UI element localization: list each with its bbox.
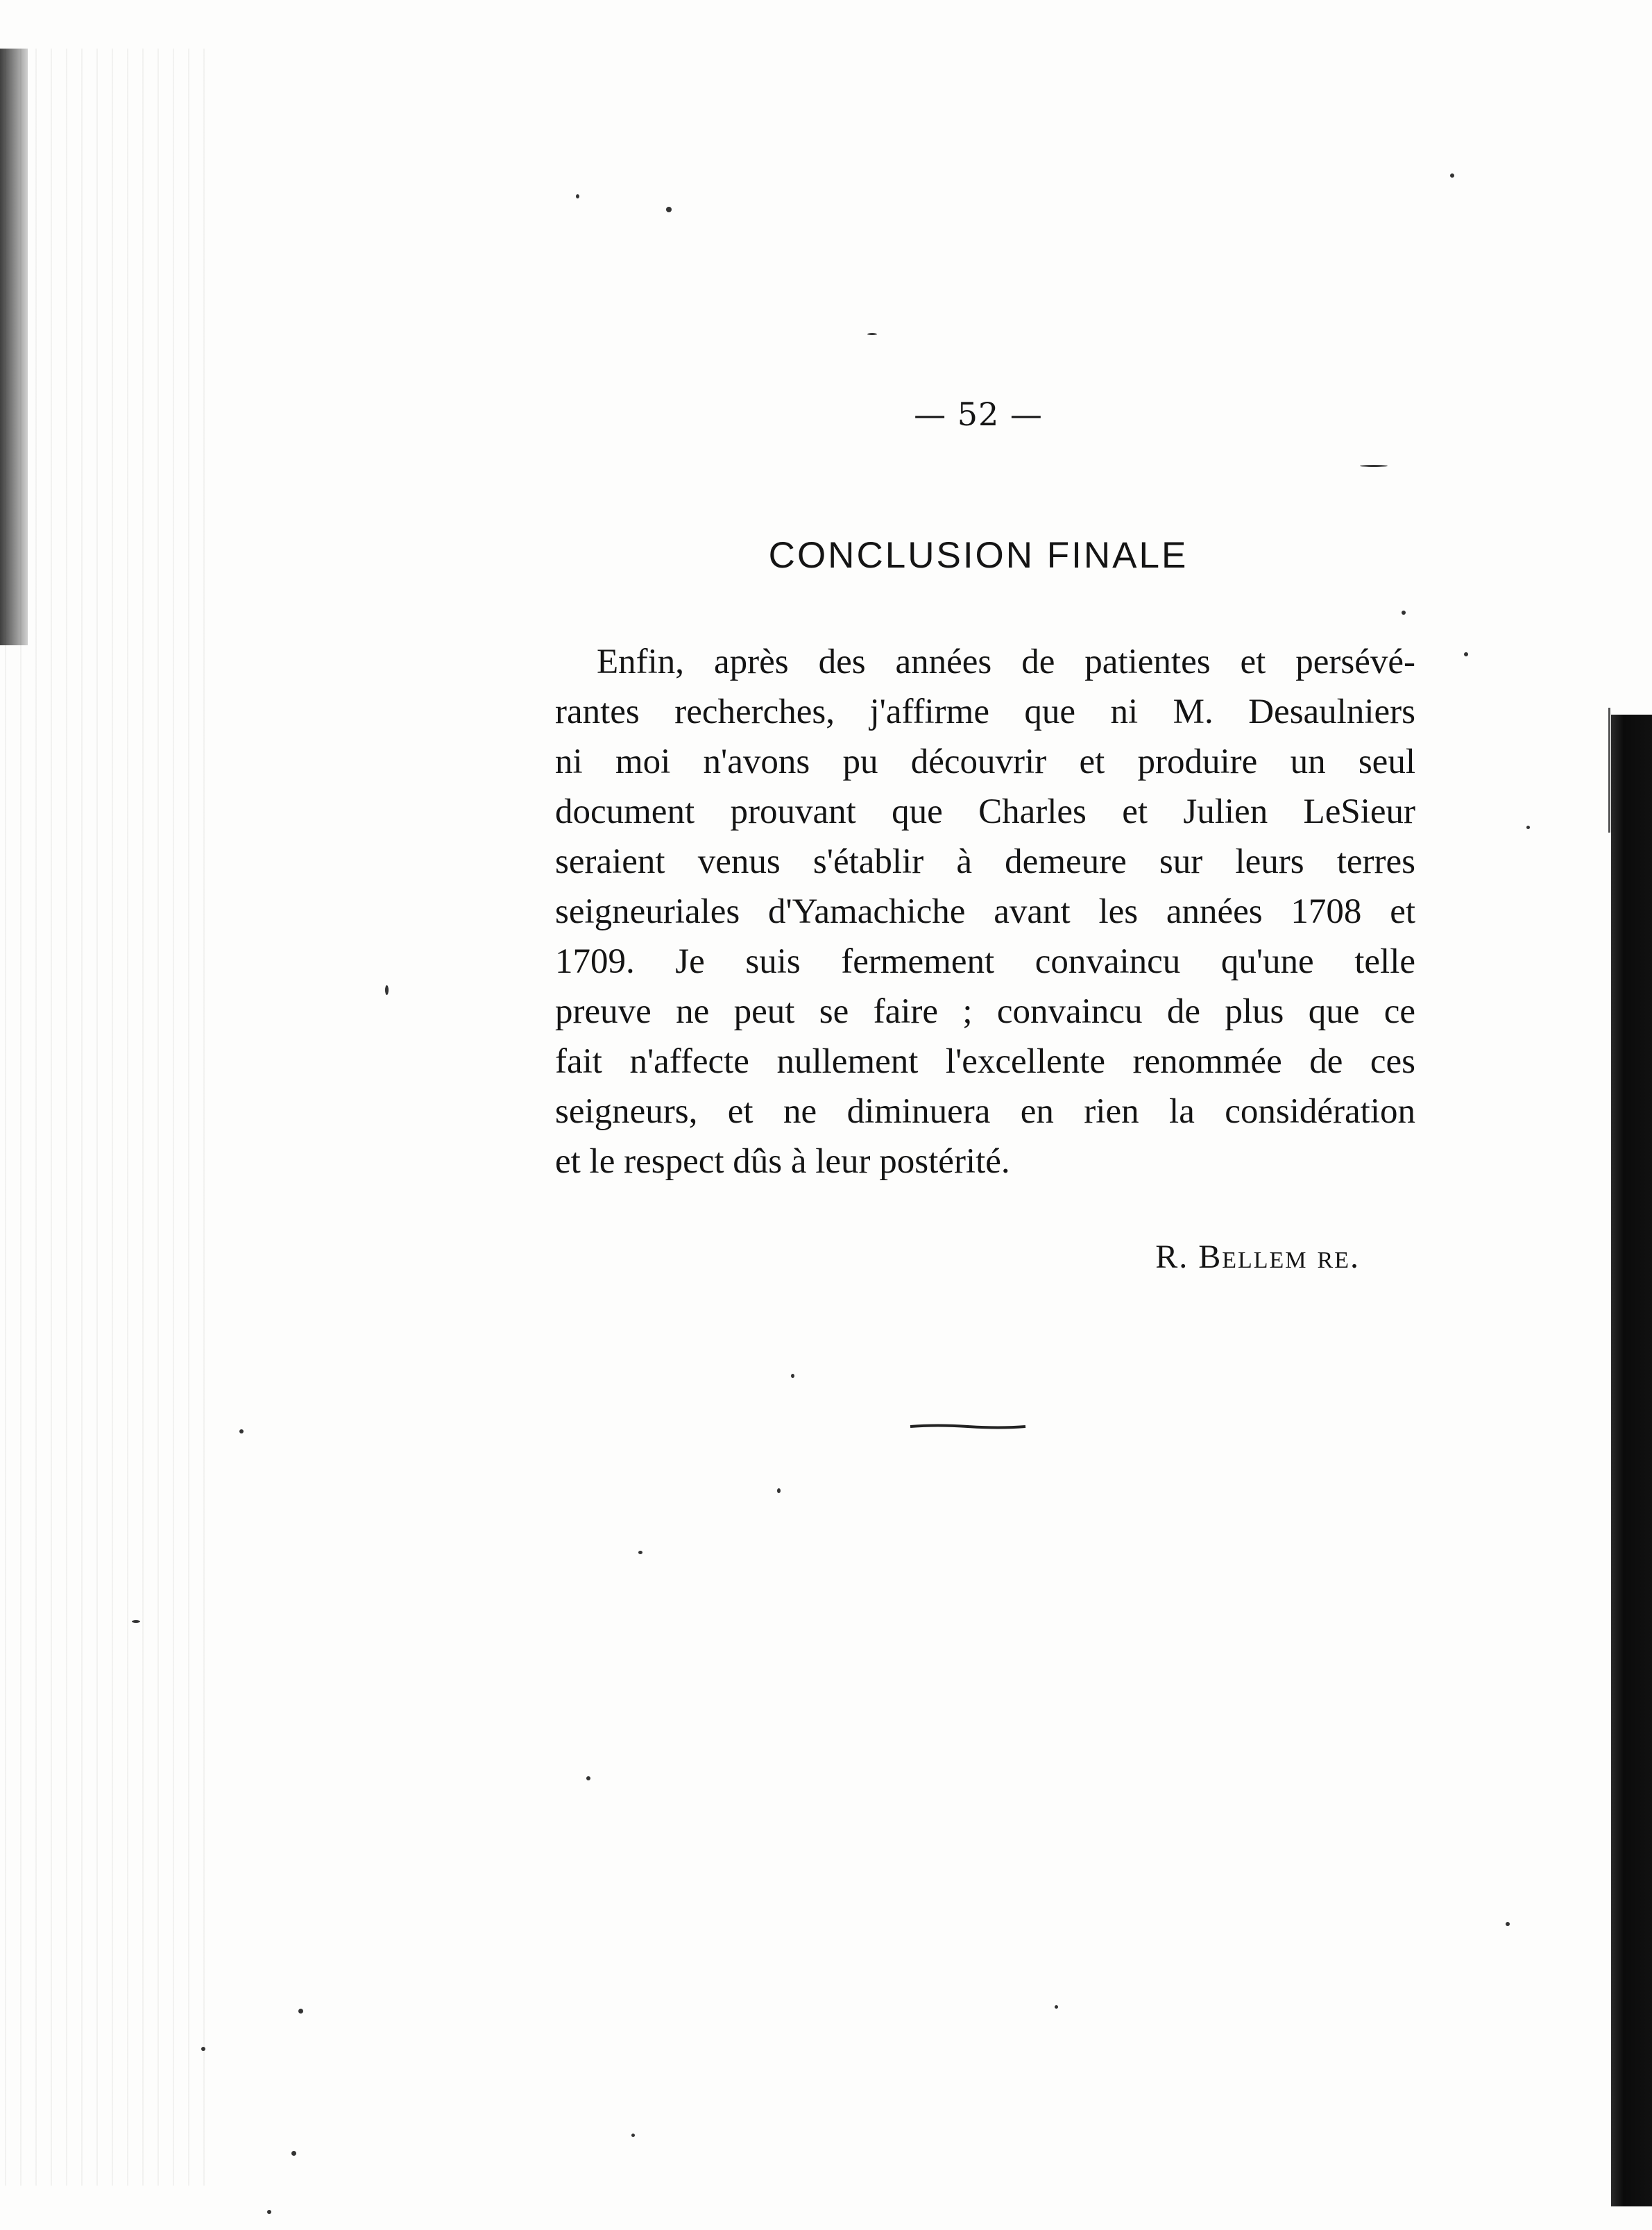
paragraph-line: rantes recherches, j'affirme que ni M. Desaulniers: [555, 692, 1415, 731]
scan-speck: [291, 2151, 296, 2156]
scan-speck: [201, 2047, 205, 2051]
paragraph-line: et le respect dûs à leur postérité.: [555, 1142, 1010, 1181]
scan-speck: [638, 1551, 642, 1554]
scan-speck: [576, 194, 579, 198]
scan-speck: [267, 2210, 271, 2214]
scan-speck: [631, 2134, 635, 2137]
scan-speck: [1055, 2005, 1058, 2009]
page-number: — 52 —: [914, 395, 1043, 433]
section-title: CONCLUSION FINALE: [768, 535, 1189, 576]
scan-speck: [791, 1374, 794, 1378]
right-edge-border: [1611, 715, 1652, 2206]
right-edge-line: [1608, 708, 1610, 833]
scan-speck: [586, 1776, 590, 1780]
paragraph-line: 1709. Je suis fermement convaincu qu'une telle: [555, 942, 1415, 981]
scan-speck: [1402, 611, 1406, 615]
paragraph-line: seraient venus s'établir à demeure sur leurs terres: [555, 842, 1415, 881]
scan-speck: [1464, 652, 1468, 656]
conclusion-paragraph: [555, 637, 1415, 1186]
binding-edge-dark-strip: [0, 49, 28, 645]
scan-speck: [239, 1429, 244, 1433]
paragraph-line: preuve ne peut se faire ; convaincu de plus que ce: [555, 992, 1415, 1031]
scan-speck: [867, 333, 877, 335]
scan-speck: [1360, 465, 1388, 467]
paragraph-line: fait n'affecte nullement l'excellente renommée de ces: [555, 1042, 1415, 1081]
scan-speck: [1506, 1922, 1510, 1926]
scan-speck: [777, 1488, 781, 1493]
scan-speck: [1450, 173, 1454, 178]
paragraph-line: seigneuriales d'Yamachiche avant les années 1708 et: [555, 892, 1415, 931]
paragraph-line: ni moi n'avons pu découvrir et produire un seul: [555, 742, 1415, 781]
scan-speck: [666, 207, 672, 212]
scan-speck: [385, 985, 389, 995]
scan-speck: [298, 2009, 303, 2014]
paragraph-line: seigneurs, et ne diminuera en rien la considération: [555, 1092, 1415, 1131]
binding-edge-shadow: [0, 49, 215, 2186]
author-signature: R. Bellem re.: [1155, 1239, 1360, 1275]
paragraph-line: Enfin, après des années de patientes et persévé-: [597, 642, 1415, 681]
scan-speck: [1526, 826, 1530, 829]
end-ornament-rule: [909, 1424, 1027, 1429]
scan-speck: [132, 1620, 140, 1623]
paragraph-line: document prouvant que Charles et Julien LeSieur: [555, 792, 1415, 831]
